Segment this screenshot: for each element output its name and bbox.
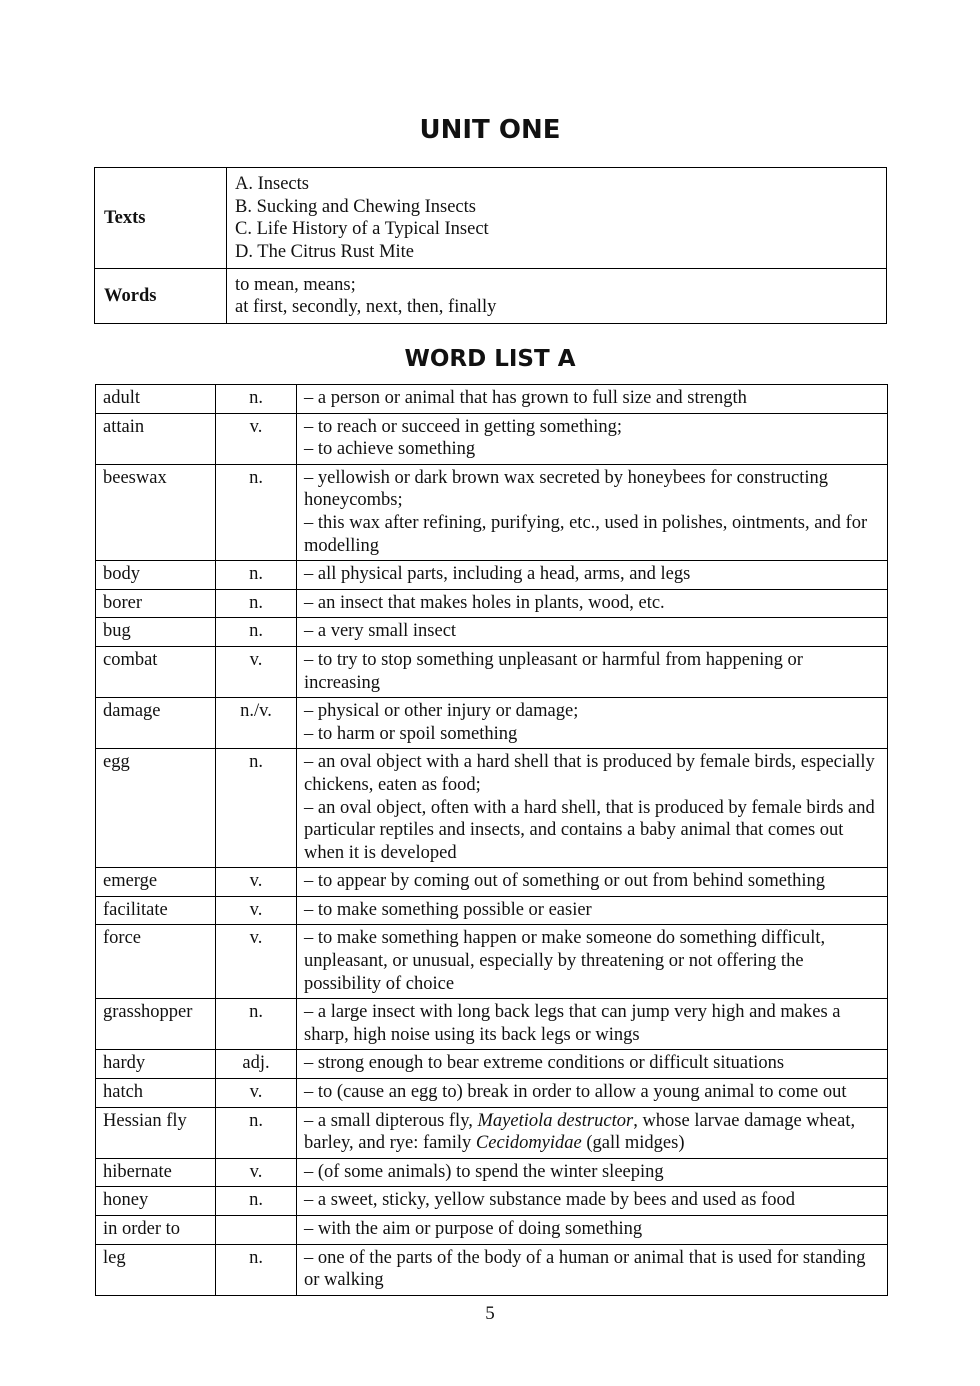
entry-word: in order to bbox=[96, 1216, 216, 1245]
definition-line: – all physical parts, including a head, arms, and legs bbox=[304, 564, 691, 585]
definition-line: – to (cause an egg to) break in order to allow a young animal to come out bbox=[304, 1082, 847, 1103]
entry-definition bbox=[297, 561, 888, 590]
definition-text: (gall midges) bbox=[581, 1133, 685, 1154]
entry-part-of-speech: n. bbox=[216, 618, 297, 647]
entry-word: hardy bbox=[96, 1050, 216, 1079]
entry-part-of-speech: n. bbox=[216, 1244, 297, 1295]
word-list-title: WORD LIST A bbox=[404, 346, 576, 372]
scientific-name: Cecidomyidae bbox=[475, 1133, 582, 1154]
entry-definition bbox=[297, 589, 888, 618]
entry-part-of-speech: v. bbox=[216, 646, 297, 697]
entry-definition bbox=[297, 618, 888, 647]
definition-line: – to make something possible or easier bbox=[304, 899, 592, 920]
definition-line: – to try to stop something unpleasant or harmful from happening or increasing bbox=[304, 649, 803, 693]
entry-part-of-speech bbox=[216, 1216, 297, 1245]
entry-word: borer bbox=[96, 589, 216, 618]
word-entry-row bbox=[96, 1158, 888, 1187]
definition-line bbox=[304, 1110, 883, 1155]
definition-line: – to appear by coming out of something or out from behind something bbox=[304, 871, 825, 892]
entry-definition bbox=[297, 1244, 888, 1295]
entry-word: damage bbox=[96, 698, 216, 749]
word-entry-row bbox=[96, 1050, 888, 1079]
word-entry-row bbox=[96, 618, 888, 647]
definition-line: – strong enough to bear extreme conditions or difficult situations bbox=[304, 1053, 785, 1074]
words-row bbox=[95, 269, 887, 324]
scientific-name: Mayetiola destructor bbox=[477, 1110, 634, 1131]
texts-list bbox=[227, 168, 887, 269]
entry-definition bbox=[297, 925, 888, 999]
word-entry-row bbox=[96, 589, 888, 618]
entry-part-of-speech: n. bbox=[216, 999, 297, 1050]
entry-definition bbox=[297, 1079, 888, 1108]
entry-part-of-speech: n. bbox=[216, 1187, 297, 1216]
text-item: D. The Citrus Rust Mite bbox=[235, 241, 415, 262]
unit-title: UNIT ONE bbox=[419, 115, 561, 145]
entry-part-of-speech: v. bbox=[216, 868, 297, 897]
entry-word: bug bbox=[96, 618, 216, 647]
entry-part-of-speech: n. bbox=[216, 561, 297, 590]
definition-line: – to reach or succeed in getting something; bbox=[304, 416, 623, 437]
word-entry-row bbox=[96, 925, 888, 999]
word-entry-row bbox=[96, 868, 888, 897]
text-item: C. Life History of a Typical Insect bbox=[235, 219, 489, 239]
entry-word: hibernate bbox=[96, 1158, 216, 1187]
word-entry-row bbox=[96, 999, 888, 1050]
entry-word: emerge bbox=[96, 868, 216, 897]
text-item: A. Insects bbox=[235, 174, 309, 194]
text-item: B. Sucking and Chewing Insects bbox=[235, 196, 476, 217]
entry-part-of-speech: n./v. bbox=[216, 698, 297, 749]
definition-line: – a very small insect bbox=[304, 621, 457, 642]
definition-line: – physical or other injury or damage; bbox=[304, 701, 579, 722]
entry-part-of-speech: n. bbox=[216, 589, 297, 618]
definition-line: – one of the parts of the body of a human or animal that is used for standing or walking bbox=[304, 1247, 866, 1291]
definition-line: – a person or animal that has grown to full size and strength bbox=[304, 388, 747, 408]
definition-line: – a sweet, sticky, yellow substance made by bees and used as food bbox=[304, 1190, 795, 1211]
word-entry-row bbox=[96, 464, 888, 560]
entry-definition bbox=[297, 385, 888, 414]
entry-part-of-speech: v. bbox=[216, 413, 297, 464]
definition-text: – a small dipterous fly, bbox=[304, 1110, 478, 1131]
word-entry-row bbox=[96, 1244, 888, 1295]
definition-line: – to harm or spoil something bbox=[304, 723, 518, 744]
entry-word: honey bbox=[96, 1187, 216, 1216]
definition-line: – an insect that makes holes in plants, wood, etc. bbox=[304, 592, 665, 613]
word-entry-row bbox=[96, 1216, 888, 1245]
definition-line: – yellowish or dark brown wax secreted by honeybees for constructing honeycombs; bbox=[304, 467, 829, 511]
entry-definition bbox=[297, 749, 888, 868]
entry-part-of-speech: v. bbox=[216, 1158, 297, 1187]
word-entry-row bbox=[96, 413, 888, 464]
entry-definition bbox=[297, 1216, 888, 1245]
word-item: to mean, means; bbox=[235, 274, 356, 295]
entry-word: force bbox=[96, 925, 216, 999]
entry-word: adult bbox=[96, 385, 216, 414]
entry-definition bbox=[297, 1050, 888, 1079]
entry-definition bbox=[297, 868, 888, 897]
entry-definition bbox=[297, 1187, 888, 1216]
entry-definition bbox=[297, 464, 888, 560]
entry-definition bbox=[297, 1158, 888, 1187]
entry-definition bbox=[297, 999, 888, 1050]
word-entry-row bbox=[96, 1079, 888, 1108]
entry-part-of-speech: v. bbox=[216, 896, 297, 925]
entry-part-of-speech: n. bbox=[216, 385, 297, 414]
definition-line: – an oval object with a hard shell that is produced by female birds, especially chickens, eaten as food; bbox=[304, 752, 875, 795]
entry-part-of-speech: adj. bbox=[216, 1050, 297, 1079]
word-entry-row bbox=[96, 561, 888, 590]
word-entry-row bbox=[96, 385, 888, 414]
entry-word: facilitate bbox=[96, 896, 216, 925]
entry-word: leg bbox=[96, 1244, 216, 1295]
entry-definition bbox=[297, 896, 888, 925]
word-entry-row bbox=[96, 896, 888, 925]
definition-line: – to achieve something bbox=[304, 439, 476, 460]
entry-word: attain bbox=[96, 413, 216, 464]
definition-line: – (of some animals) to spend the winter sleeping bbox=[304, 1161, 664, 1182]
entry-word: Hessian fly bbox=[96, 1107, 216, 1158]
entry-part-of-speech: n. bbox=[216, 1107, 297, 1158]
definition-line: – an oval object, often with a hard shell, that is produced by female birds and particular reptiles and insects, and contains a baby animal that comes out when it is developed bbox=[304, 797, 875, 863]
entry-word: beeswax bbox=[96, 464, 216, 560]
entry-word: body bbox=[96, 561, 216, 590]
entry-word: hatch bbox=[96, 1079, 216, 1108]
entry-definition bbox=[297, 646, 888, 697]
definition-line: – a large insect with long back legs that can jump very high and makes a sharp, high noise using its back legs or wings bbox=[304, 1002, 841, 1045]
page-number: 5 bbox=[485, 1303, 495, 1324]
words-list bbox=[227, 269, 887, 324]
entry-word: egg bbox=[96, 749, 216, 868]
definition-line: – to make something happen or make someone do something difficult, unpleasant, or unusual, especially by threatening or not offering the possibility of choice bbox=[304, 928, 826, 994]
entry-part-of-speech: v. bbox=[216, 925, 297, 999]
word-entry-row bbox=[96, 1187, 888, 1216]
entry-part-of-speech: n. bbox=[216, 464, 297, 560]
entry-definition bbox=[297, 1107, 888, 1158]
definition-text: , whose larvae damage wheat, barley, and rye: family bbox=[304, 1110, 856, 1154]
entry-part-of-speech: n. bbox=[216, 749, 297, 868]
word-entry-row bbox=[96, 646, 888, 697]
texts-label: Texts bbox=[95, 168, 227, 269]
entry-part-of-speech: v. bbox=[216, 1079, 297, 1108]
unit-overview-table bbox=[94, 167, 887, 324]
texts-row bbox=[95, 168, 887, 269]
entry-word: combat bbox=[96, 646, 216, 697]
entry-word: grasshopper bbox=[96, 999, 216, 1050]
entry-definition bbox=[297, 698, 888, 749]
words-label: Words bbox=[95, 269, 227, 324]
definition-line: – this wax after refining, purifying, etc., used in polishes, ointments, and for modelling bbox=[304, 512, 868, 556]
word-entry-row bbox=[96, 1107, 888, 1158]
definition-line: – with the aim or purpose of doing something bbox=[304, 1219, 643, 1239]
entry-definition bbox=[297, 413, 888, 464]
word-item: at first, secondly, next, then, finally bbox=[235, 297, 497, 317]
word-list-table bbox=[95, 384, 888, 1296]
word-entry-row bbox=[96, 749, 888, 868]
word-entry-row bbox=[96, 698, 888, 749]
